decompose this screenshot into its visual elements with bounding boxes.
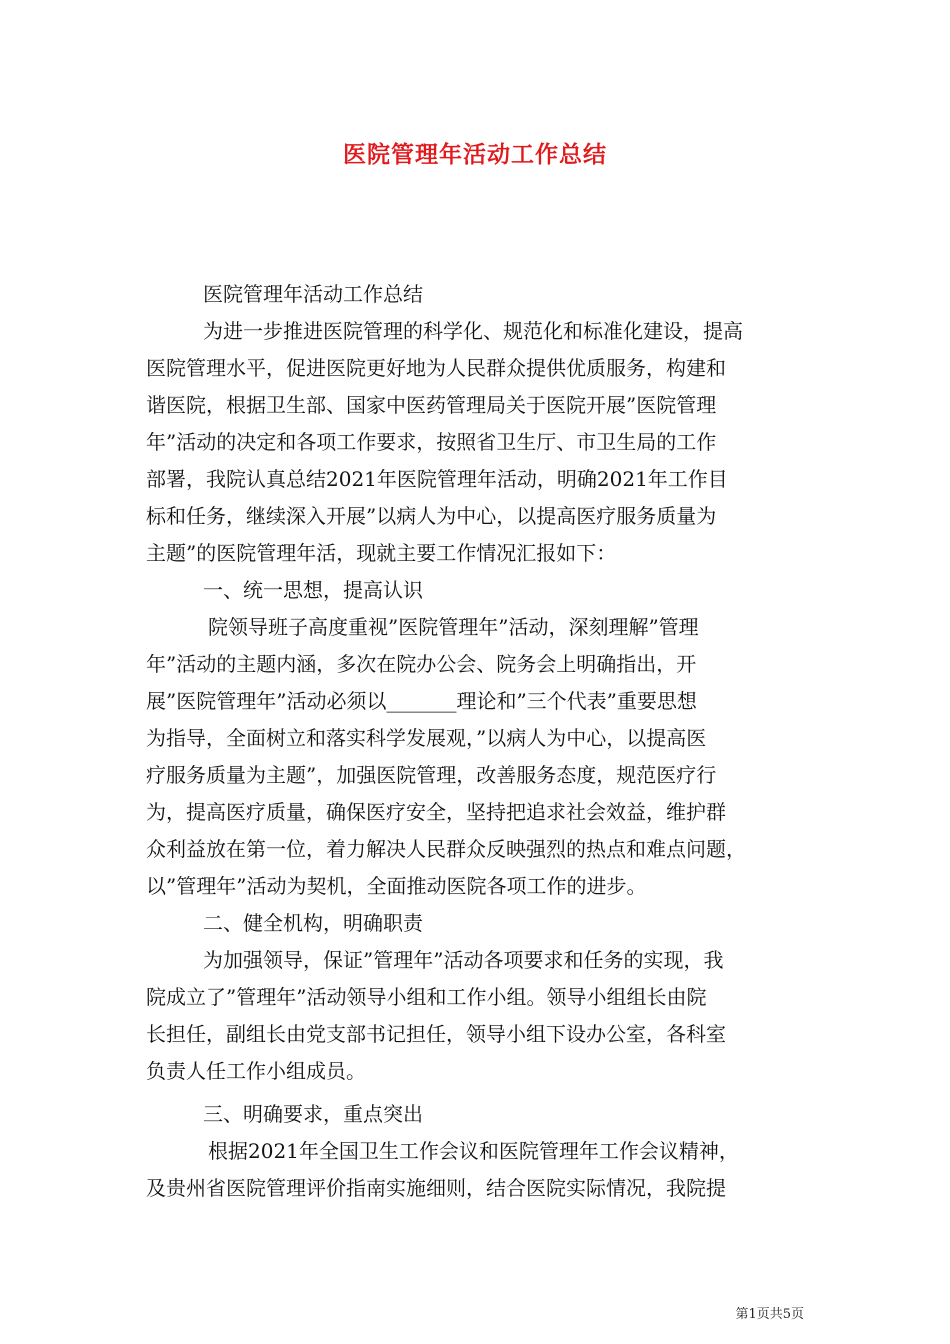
body-heading: 医院管理年活动工作总结 (203, 282, 423, 306)
paragraph-line: 医院管理水平，促进医院更好地为人民群众提供优质服务，构建和 (146, 356, 726, 380)
paragraph-line: 年”活动的主题内涵，多次在院办公会、院务会上明确指出，开 (146, 652, 697, 676)
document-body (146, 276, 808, 1207)
section-heading: 一、统一思想，提高认识 (203, 578, 423, 602)
page-number: 第1页共5页 (735, 1307, 804, 1322)
paragraph-line: 众利益放在第一位，着力解决人民群众反映强烈的热点和难点问题， (146, 837, 746, 861)
paragraph-line: 标和任务，继续深入开展”以病人为中心，以提高医疗服务质量为 (146, 504, 717, 528)
paragraph-line: 为指导，全面树立和落实科学发展观，”以病人为中心，以提高医 (146, 726, 707, 750)
paragraph-line: 长担任，副组长由党支部书记担任，领导小组下设办公室，各科室 (146, 1022, 726, 1046)
paragraph-line: 主题”的医院管理年活，现就主要工作情况汇报如下： (146, 541, 617, 565)
paragraph-line: 及贵州省医院管理评价指南实施细则，结合医院实际情况，我院提 (146, 1176, 726, 1200)
paragraph-line: 部署，我院认真总结2021年医院管理年活动，明确2021年工作目 (146, 467, 728, 491)
paragraph-line: 以”管理年”活动为契机，全面推动医院各项工作的进步。 (146, 874, 647, 898)
section-heading: 二、健全机构，明确职责 (203, 911, 423, 935)
paragraph-line: 为，提高医疗质量，确保医疗安全，坚持把追求社会效益，维护群 (146, 800, 726, 824)
paragraph-line: 院成立了”管理年”活动领导小组和工作小组。领导小组组长由院 (146, 985, 707, 1009)
section-heading: 三、明确要求，重点突出 (203, 1102, 423, 1126)
paragraph-line: 年”活动的决定和各项工作要求，按照省卫生厅、市卫生局的工作 (146, 430, 717, 454)
paragraph-line: 院领导班子高度重视”医院管理年”活动，深刻理解”管理 (208, 615, 699, 639)
page-title: 医院管理年活动工作总结 (343, 142, 607, 168)
paragraph-line: 为进一步推进医院管理的科学化、规范化和标准化建设，提高 (203, 319, 743, 343)
paragraph-line: 展”医院管理年”活动必须以_______理论和”三个代表”重要思想 (146, 689, 697, 713)
paragraph-line: 谐医院，根据卫生部、国家中医药管理局关于医院开展”医院管理 (146, 393, 717, 417)
paragraph-line: 疗服务质量为主题”，加强医院管理，改善服务态度，规范医疗行 (146, 763, 717, 787)
paragraph-line: 为加强领导，保证”管理年”活动各项要求和任务的实现，我 (203, 948, 724, 972)
paragraph-line: 根据2021年全国卫生工作会议和医院管理年工作会议精神， (208, 1139, 739, 1163)
paragraph-line: 负责人任工作小组成员。 (146, 1059, 366, 1083)
